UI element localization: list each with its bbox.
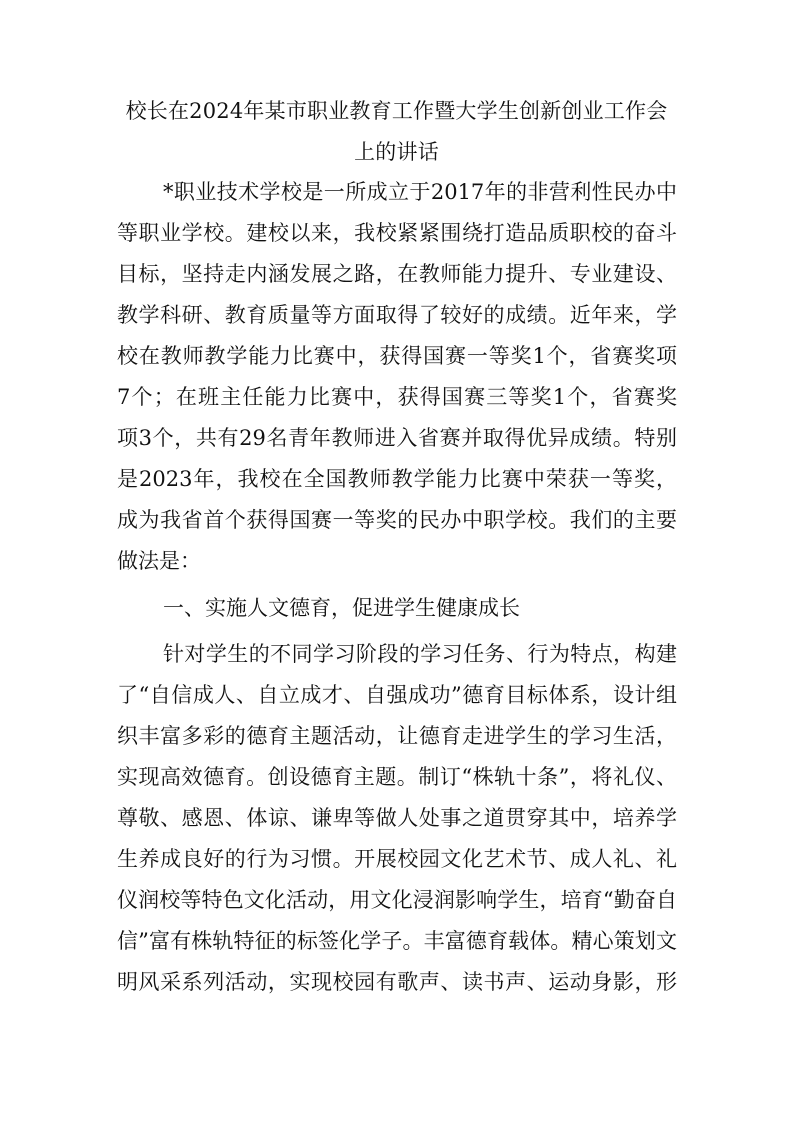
paragraph-1-line: 校在教师教学能力比赛中，获得国赛一等奖1个，省赛奖项 xyxy=(117,344,677,368)
paragraph-1-line: 教学科研、教育质量等方面取得了较好的成绩。近年来，学 xyxy=(117,303,677,327)
document-title-line-1: 校长在2024年某市职业教育工作暨大学生创新创业工作会 xyxy=(125,99,668,123)
paragraph-1-line: 成为我省首个获得国赛一等奖的民办中职学校。我们的主要 xyxy=(117,508,677,532)
paragraph-2-line: 织丰富多彩的德育主题活动，让德育走进学生的学习生活， xyxy=(117,724,677,748)
paragraph-2-line: 生养成良好的行为习惯。开展校园文化艺术节、成人礼、礼 xyxy=(117,847,677,871)
paragraph-1-line: 目标，坚持走内涵发展之路，在教师能力提升、专业建设、 xyxy=(117,262,677,286)
section-1-heading: 一、实施人文德育，促进学生健康成长 xyxy=(163,596,520,620)
paragraph-2-line: 针对学生的不同学习阶段的学习任务、行为特点，构建 xyxy=(163,642,677,666)
paragraph-1-line: 7个；在班主任能力比赛中，获得国赛三等奖1个，省赛奖 xyxy=(117,385,677,409)
paragraph-2-line: 明风采系列活动，实现校园有歌声、读书声、运动身影，形 xyxy=(117,970,677,994)
paragraph-2-line: 信”富有株轨特征的标签化学子。丰富德育载体。精心策划文 xyxy=(117,929,677,953)
paragraph-1-line: 等职业学校。建校以来，我校紧紧围绕打造品质职校的奋斗 xyxy=(117,221,677,245)
paragraph-1-line: 是2023年，我校在全国教师教学能力比赛中荣获一等奖， xyxy=(117,467,677,491)
document-title-line-2: 上的讲话 xyxy=(354,140,439,164)
paragraph-2-line: 了“自信成人、自立成才、自强成功”德育目标体系，设计组 xyxy=(117,683,677,707)
paragraph-2-line: 仪润校等特色文化活动，用文化浸润影响学生，培育“勤奋自 xyxy=(117,888,677,912)
paragraph-1-line: *职业技术学校是一所成立于2017年的非营利性民办中 xyxy=(163,180,677,204)
paragraph-1-line: 项3个，共有29名青年教师进入省赛并取得优异成绩。特别 xyxy=(117,426,677,450)
paragraph-1-line: 做法是： xyxy=(117,549,201,573)
paragraph-2-line: 尊敬、感恩、体谅、谦卑等做人处事之道贯穿其中，培养学 xyxy=(117,806,677,830)
paragraph-2-line: 实现高效德育。创设德育主题。制订“株轨十条”，将礼仪、 xyxy=(117,765,677,789)
